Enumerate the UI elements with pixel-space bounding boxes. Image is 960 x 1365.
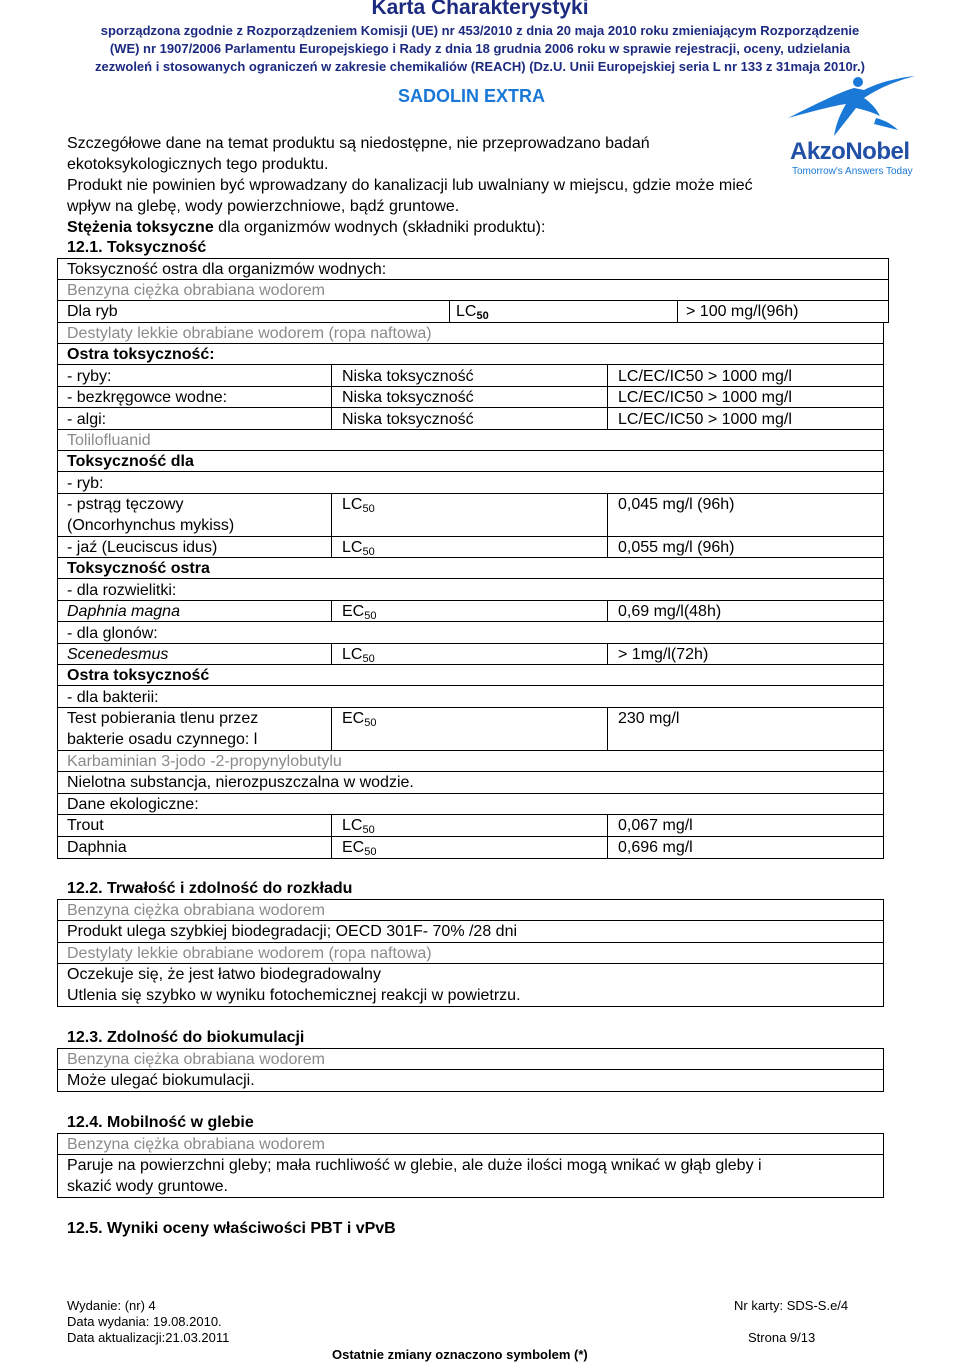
regulation-line-3: zezwoleń i stosowanych ograniczeń w zakresie chemikaliów (REACH) (Dz.U. Unii Europejskiej seria L nr 133 z 31maja 2010r.) (95, 59, 865, 74)
group-label: - dla rozwielitki: (67, 582, 177, 599)
substance-name: Destylaty lekkie obrabiane wodorem (ropa naftowa) (67, 325, 432, 342)
fish-label: Dla ryb (67, 303, 118, 320)
substance-note: Nielotna substancja, nierozpuszczalna w wodzie. (67, 774, 414, 791)
substance-name: Tolilofluanid (67, 432, 151, 449)
intro-line: Szczegółowe dane na temat produktu są niedostępne, nie przeprowadzano badań (67, 135, 650, 152)
parameter (342, 602, 376, 621)
section-12-4-heading: 12.4. Mobilność w glebie (67, 1114, 254, 1131)
intro-line: wpływ na glebę, wody powierzchniowe, bądź gruntowe. (67, 198, 460, 215)
group-label: - ryb: (67, 475, 104, 492)
test-name: Test pobierania tlenu przez (67, 710, 259, 727)
toxicity-level: Niska toksyczność (342, 411, 474, 428)
param-subscript: 50 (362, 824, 375, 836)
section-12-1-heading: 12.1. Toksyczność (67, 239, 207, 256)
species-name: - jaź (Leuciscus idus) (67, 539, 218, 556)
param-text: LC (342, 496, 363, 513)
concentrations-heading-bold: Stężenia toksyczne (67, 219, 214, 236)
mobility-text: Paruje na powierzchni gleby; mała ruchliwość w glebie, ale duże ilości mogą wnikać w głąb gleby i (67, 1157, 762, 1174)
param-text: EC (342, 710, 365, 727)
param-subscript: 50 (364, 846, 377, 858)
parameter-value: 230 mg/l (618, 710, 680, 727)
fish-value: > 100 mg/l(96h) (686, 303, 799, 320)
param-text: LC (342, 646, 363, 663)
logo-wordmark: AkzoNobel (790, 138, 910, 165)
param-subscript: 50 (362, 503, 375, 515)
intro-line: Produkt nie powinien być wprowadzany do kanalizacji lub uwalniany w miejscu, gdzie może mieć (67, 177, 753, 194)
parameter (342, 645, 375, 664)
degradation-text: Produkt ulega szybkiej biodegradacji; OECD 301F- 70% /28 dni (67, 923, 518, 940)
group-label: - dla glonów: (67, 625, 158, 642)
param-subscript: 50 (362, 546, 375, 558)
organism-label: - ryby: (67, 368, 112, 385)
acute-aquatic-heading: Toksyczność ostra dla organizmów wodnych: (67, 261, 387, 278)
species-name: Trout (67, 817, 104, 834)
footer-changes-note: Ostatnie zmiany oznaczono symbolem (*) (332, 1347, 588, 1362)
toxicity-value: LC/EC/IC50 > 1000 mg/l (618, 368, 792, 385)
substance-name: Benzyna ciężka obrabiana wodorem (67, 1051, 325, 1068)
param-subscript: 50 (362, 653, 375, 665)
concentrations-heading-rest: dla organizmów wodnych (składniki produktu): (213, 219, 546, 236)
substance-name: Benzyna ciężka obrabiana wodorem (67, 282, 325, 299)
parameter-value: > 1mg/l(72h) (618, 646, 709, 663)
organism-label: - bezkręgowce wodne: (67, 389, 228, 406)
species-name: - pstrąg tęczowy (67, 496, 184, 513)
param-subscript: 50 (364, 717, 377, 729)
toxicity-value: LC/EC/IC50 > 1000 mg/l (618, 411, 792, 428)
parameter (342, 816, 375, 835)
param-text: EC (342, 603, 365, 620)
species-name: Scenedesmus (67, 646, 169, 663)
acute-toxicity-label: Toksyczność ostra (67, 560, 210, 577)
substance-name: Benzyna ciężka obrabiana wodorem (67, 1136, 325, 1153)
parameter-value: 0,045 mg/l (96h) (618, 496, 735, 513)
footer-issue-date: Data wydania: 19.08.2010. (67, 1314, 222, 1329)
param-text: EC (342, 839, 365, 856)
species-name: Daphnia magna (67, 603, 180, 620)
footer-update-date: Data aktualizacji:21.03.2011 (67, 1330, 230, 1345)
group-label: - dla bakterii: (67, 689, 159, 706)
regulation-line-2: (WE) nr 1907/2006 Parlamentu Europejskiego i Rady z dnia 18 grudnia 2006 roku w sprawie rejestracji, oceny, udzielania (109, 41, 851, 56)
parameter (342, 538, 375, 557)
section-12-2-heading: 12.2. Trwałość i zdolność do rozkładu (67, 880, 353, 897)
section-12-3-heading: 12.3. Zdolność do biokumulacji (67, 1029, 305, 1046)
section-12-5-heading: 12.5. Wyniki oceny właściwości PBT i vPvB (67, 1220, 396, 1237)
param-text: LC (342, 817, 363, 834)
degradation-text: Oczekuje się, że jest łatwo biodegradowalny (67, 966, 381, 983)
param-text: LC (342, 539, 363, 556)
logo-tagline: Tomorrow's Answers Today (792, 166, 913, 177)
parameter (342, 495, 375, 514)
eco-data-label: Dane ekologiczne: (67, 796, 199, 813)
substance-name: Benzyna ciężka obrabiana wodorem (67, 902, 325, 919)
species-latin: (Oncorhynchus mykiss) (67, 517, 235, 534)
regulation-line-1: sporządzona zgodnie z Rozporządzeniem Komisji (UE) nr 453/2010 z dnia 20 maja 2010 roku zmieniającym Rozporządzenie (100, 23, 860, 38)
param-text: LC (456, 303, 477, 320)
param-subscript: 50 (364, 610, 377, 622)
organism-label: - algi: (67, 411, 107, 428)
parameter-value: 0,067 mg/l (618, 817, 693, 834)
substance-name: Destylaty lekkie obrabiane wodorem (ropa naftowa) (67, 945, 432, 962)
parameter (342, 838, 376, 857)
document-title: Karta Charakterystyki (371, 0, 589, 19)
param-subscript: 50 (476, 310, 489, 322)
fish-parameter (456, 302, 489, 321)
species-name: Daphnia (67, 839, 127, 856)
toxicity-level: Niska toksyczność (342, 368, 474, 385)
footer-edition: Wydanie: (nr) 4 (67, 1298, 156, 1313)
acute-toxicity-label: Ostra toksyczność: (67, 346, 215, 363)
parameter-value: 0,696 mg/l (618, 839, 693, 856)
acute-toxicity-label: Ostra toksyczność (67, 667, 210, 684)
parameter (342, 709, 376, 728)
toxicity-value: LC/EC/IC50 > 1000 mg/l (618, 389, 792, 406)
test-name: bakterie osadu czynnego: l (67, 731, 258, 748)
product-name: SADOLIN EXTRA (398, 86, 546, 106)
toxicity-level: Niska toksyczność (342, 389, 474, 406)
footer-card-number: Nr karty: SDS-S.e/4 (734, 1298, 849, 1313)
bioaccumulation-text: Może ulegać biokumulacji. (67, 1072, 255, 1089)
parameter-value: 0,69 mg/l(48h) (618, 603, 722, 620)
degradation-text: Utlenia się szybko w wyniku fotochemicznej reakcji w powietrzu. (67, 987, 521, 1004)
footer-page-number: Strona 9/13 (748, 1330, 816, 1345)
parameter-value: 0,055 mg/l (96h) (618, 539, 735, 556)
mobility-text: skazić wody gruntowe. (67, 1178, 228, 1195)
intro-line: ekotoksykologicznych tego produktu. (67, 156, 329, 173)
toxicity-for-label: Toksyczność dla (67, 453, 194, 470)
substance-name: Karbaminian 3-jodo -2-propynylobutylu (67, 753, 342, 770)
